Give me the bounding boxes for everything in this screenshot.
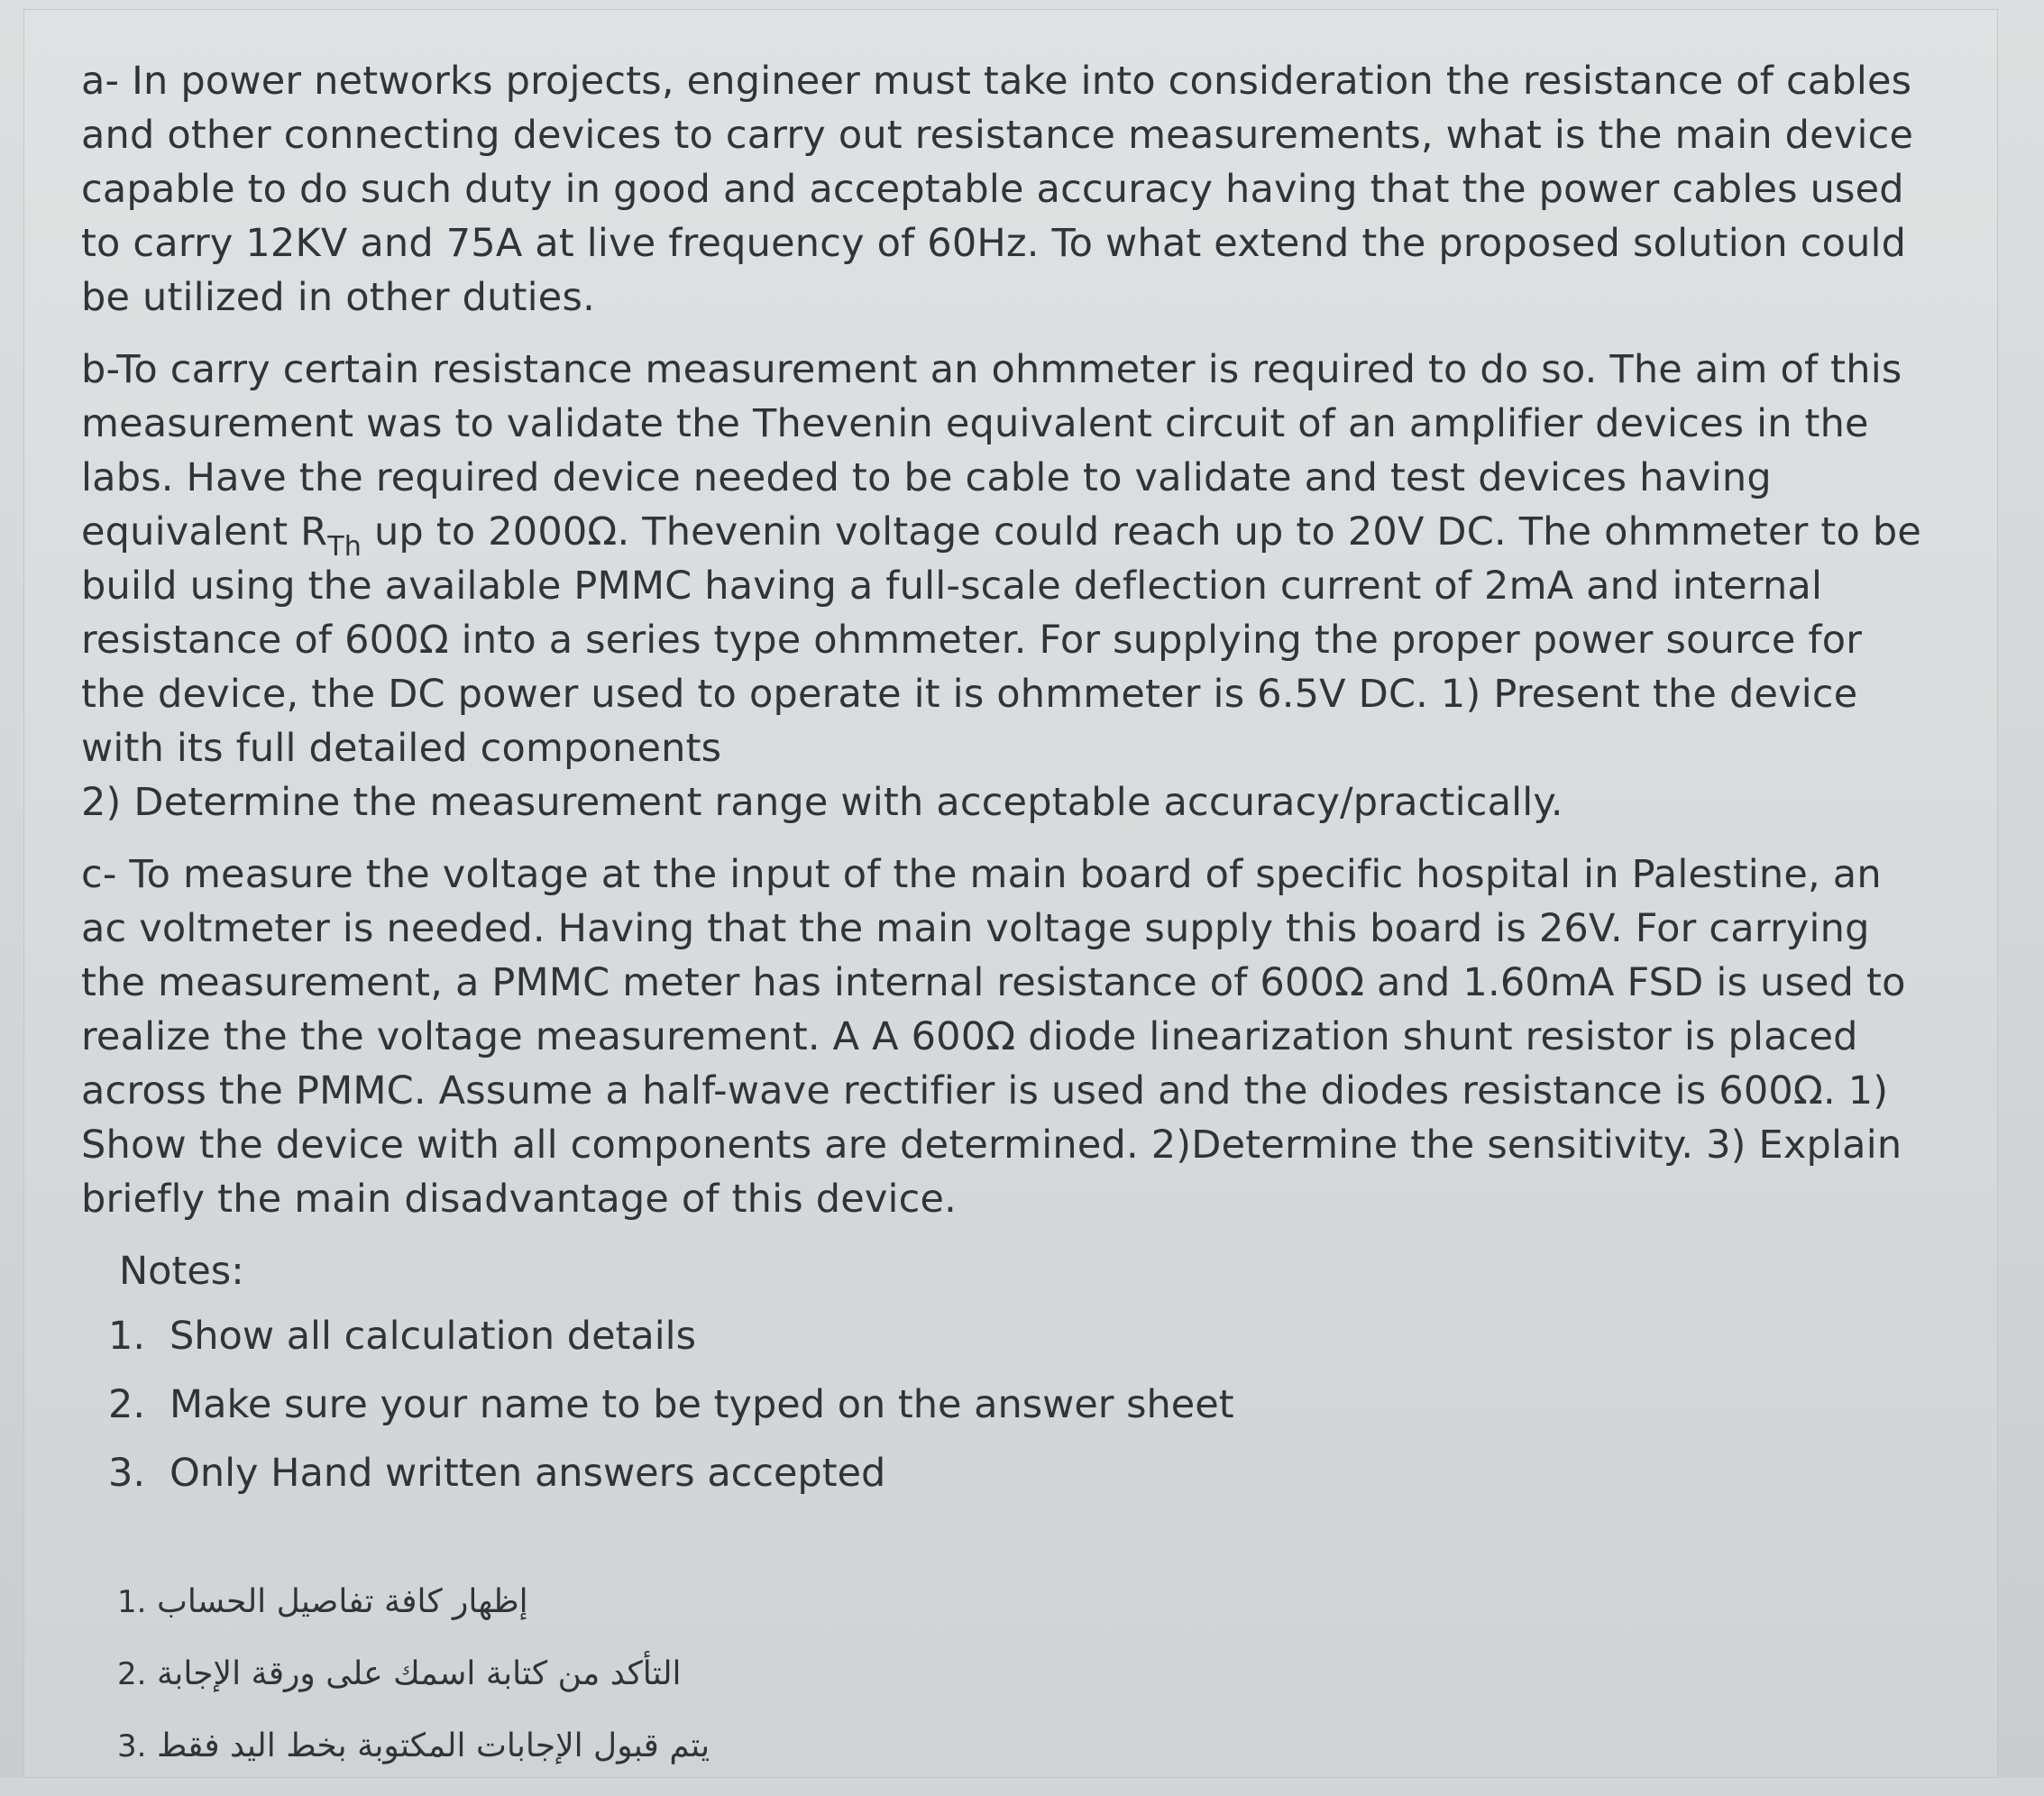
question-b xyxy=(81,343,1929,829)
question-content xyxy=(81,54,1929,1796)
notes-title: Notes: xyxy=(119,1249,244,1294)
arabic-note-text: التأكد من كتابة اسمك على ورقة الإجابة xyxy=(157,1655,682,1692)
note-item xyxy=(108,1309,1929,1363)
note-number: 3. xyxy=(108,1451,146,1496)
note-item xyxy=(108,1378,1929,1432)
question-a xyxy=(81,54,1929,325)
note-text: Show all calculation details xyxy=(170,1314,697,1359)
question-b-text-end: up to 2000Ω. Thevenin voltage could reach up to 20V DC. The ohmmeter to be build using the available PMMC having a full-scale deflection current of 2mA and internal resistance of 600Ω into a series type ohmmeter. For supplying the proper power source for the device, the DC power used to operate it is ohmmeter is 6.5V DC. 1) Present the device with its full detailed components xyxy=(81,509,1921,771)
question-b-text xyxy=(81,343,1929,775)
arabic-note-number: 1. xyxy=(117,1584,147,1620)
arabic-note-text: يتم قبول الإجابات المكتوبة بخط اليد فقط xyxy=(157,1727,710,1764)
note-text: Only Hand written answers accepted xyxy=(170,1451,886,1496)
note-number: 1. xyxy=(108,1314,146,1359)
note-text: Make sure your name to be typed on the answer sheet xyxy=(170,1382,1234,1427)
question-c-text: c- To measure the voltage at the input of the main board of specific hospital in Palestine, an ac voltmeter is needed. Having that the main voltage supply this board is 26V. For carrying the measurement, a PMMC meter has internal resistance of 600Ω and 1.60mA FSD is used to realize the the voltage measurement. A A 600Ω diode linearization shunt resistor is placed across the PMMC. Assume a half-wave rectifier is used and the diodes resistance is 600Ω. 1) Show the device with all components are determined. 2)Determine the sensitivity. 3) Explain briefly the main disadvantage of this device. xyxy=(81,852,1906,1222)
arabic-note-number: 3. xyxy=(117,1728,147,1764)
arabic-notes xyxy=(81,1580,1929,1769)
question-c xyxy=(81,848,1929,1226)
note-item xyxy=(108,1446,1929,1500)
question-b-text-start: b-To carry certain resistance measurement an ohmmeter is required to do so. The aim of this measurement was to validate the Thevenin equivalent circuit of an amplifier devices in the labs. Have the required device needed to be cable to validate and test devices having equivalent R xyxy=(81,347,1902,554)
arabic-note-number: 2. xyxy=(117,1656,147,1692)
question-b-part-2: 2) Determine the measurement range with acceptable accuracy/practically. xyxy=(81,780,1563,825)
arabic-note-item xyxy=(117,1724,1929,1769)
rth-subscript: Th xyxy=(327,531,362,563)
question-a-text: a- In power networks projects, engineer must take into consideration the resistance of cables and other connecting devices to carry out resistance measurements, what is the main device capable to do such duty in good and acceptable accuracy having that the power cables used to carry 12KV and 75A at live frequency of 60Hz. To what extend the proposed solution could be utilized in other duties. xyxy=(81,59,1914,320)
arabic-note-text: إظهار كافة تفاصيل الحساب xyxy=(157,1583,528,1620)
arabic-note-item xyxy=(117,1580,1929,1625)
note-number: 2. xyxy=(108,1382,146,1427)
arabic-note-item xyxy=(117,1652,1929,1697)
question-panel xyxy=(23,9,1998,1778)
notes-list xyxy=(81,1309,1929,1500)
